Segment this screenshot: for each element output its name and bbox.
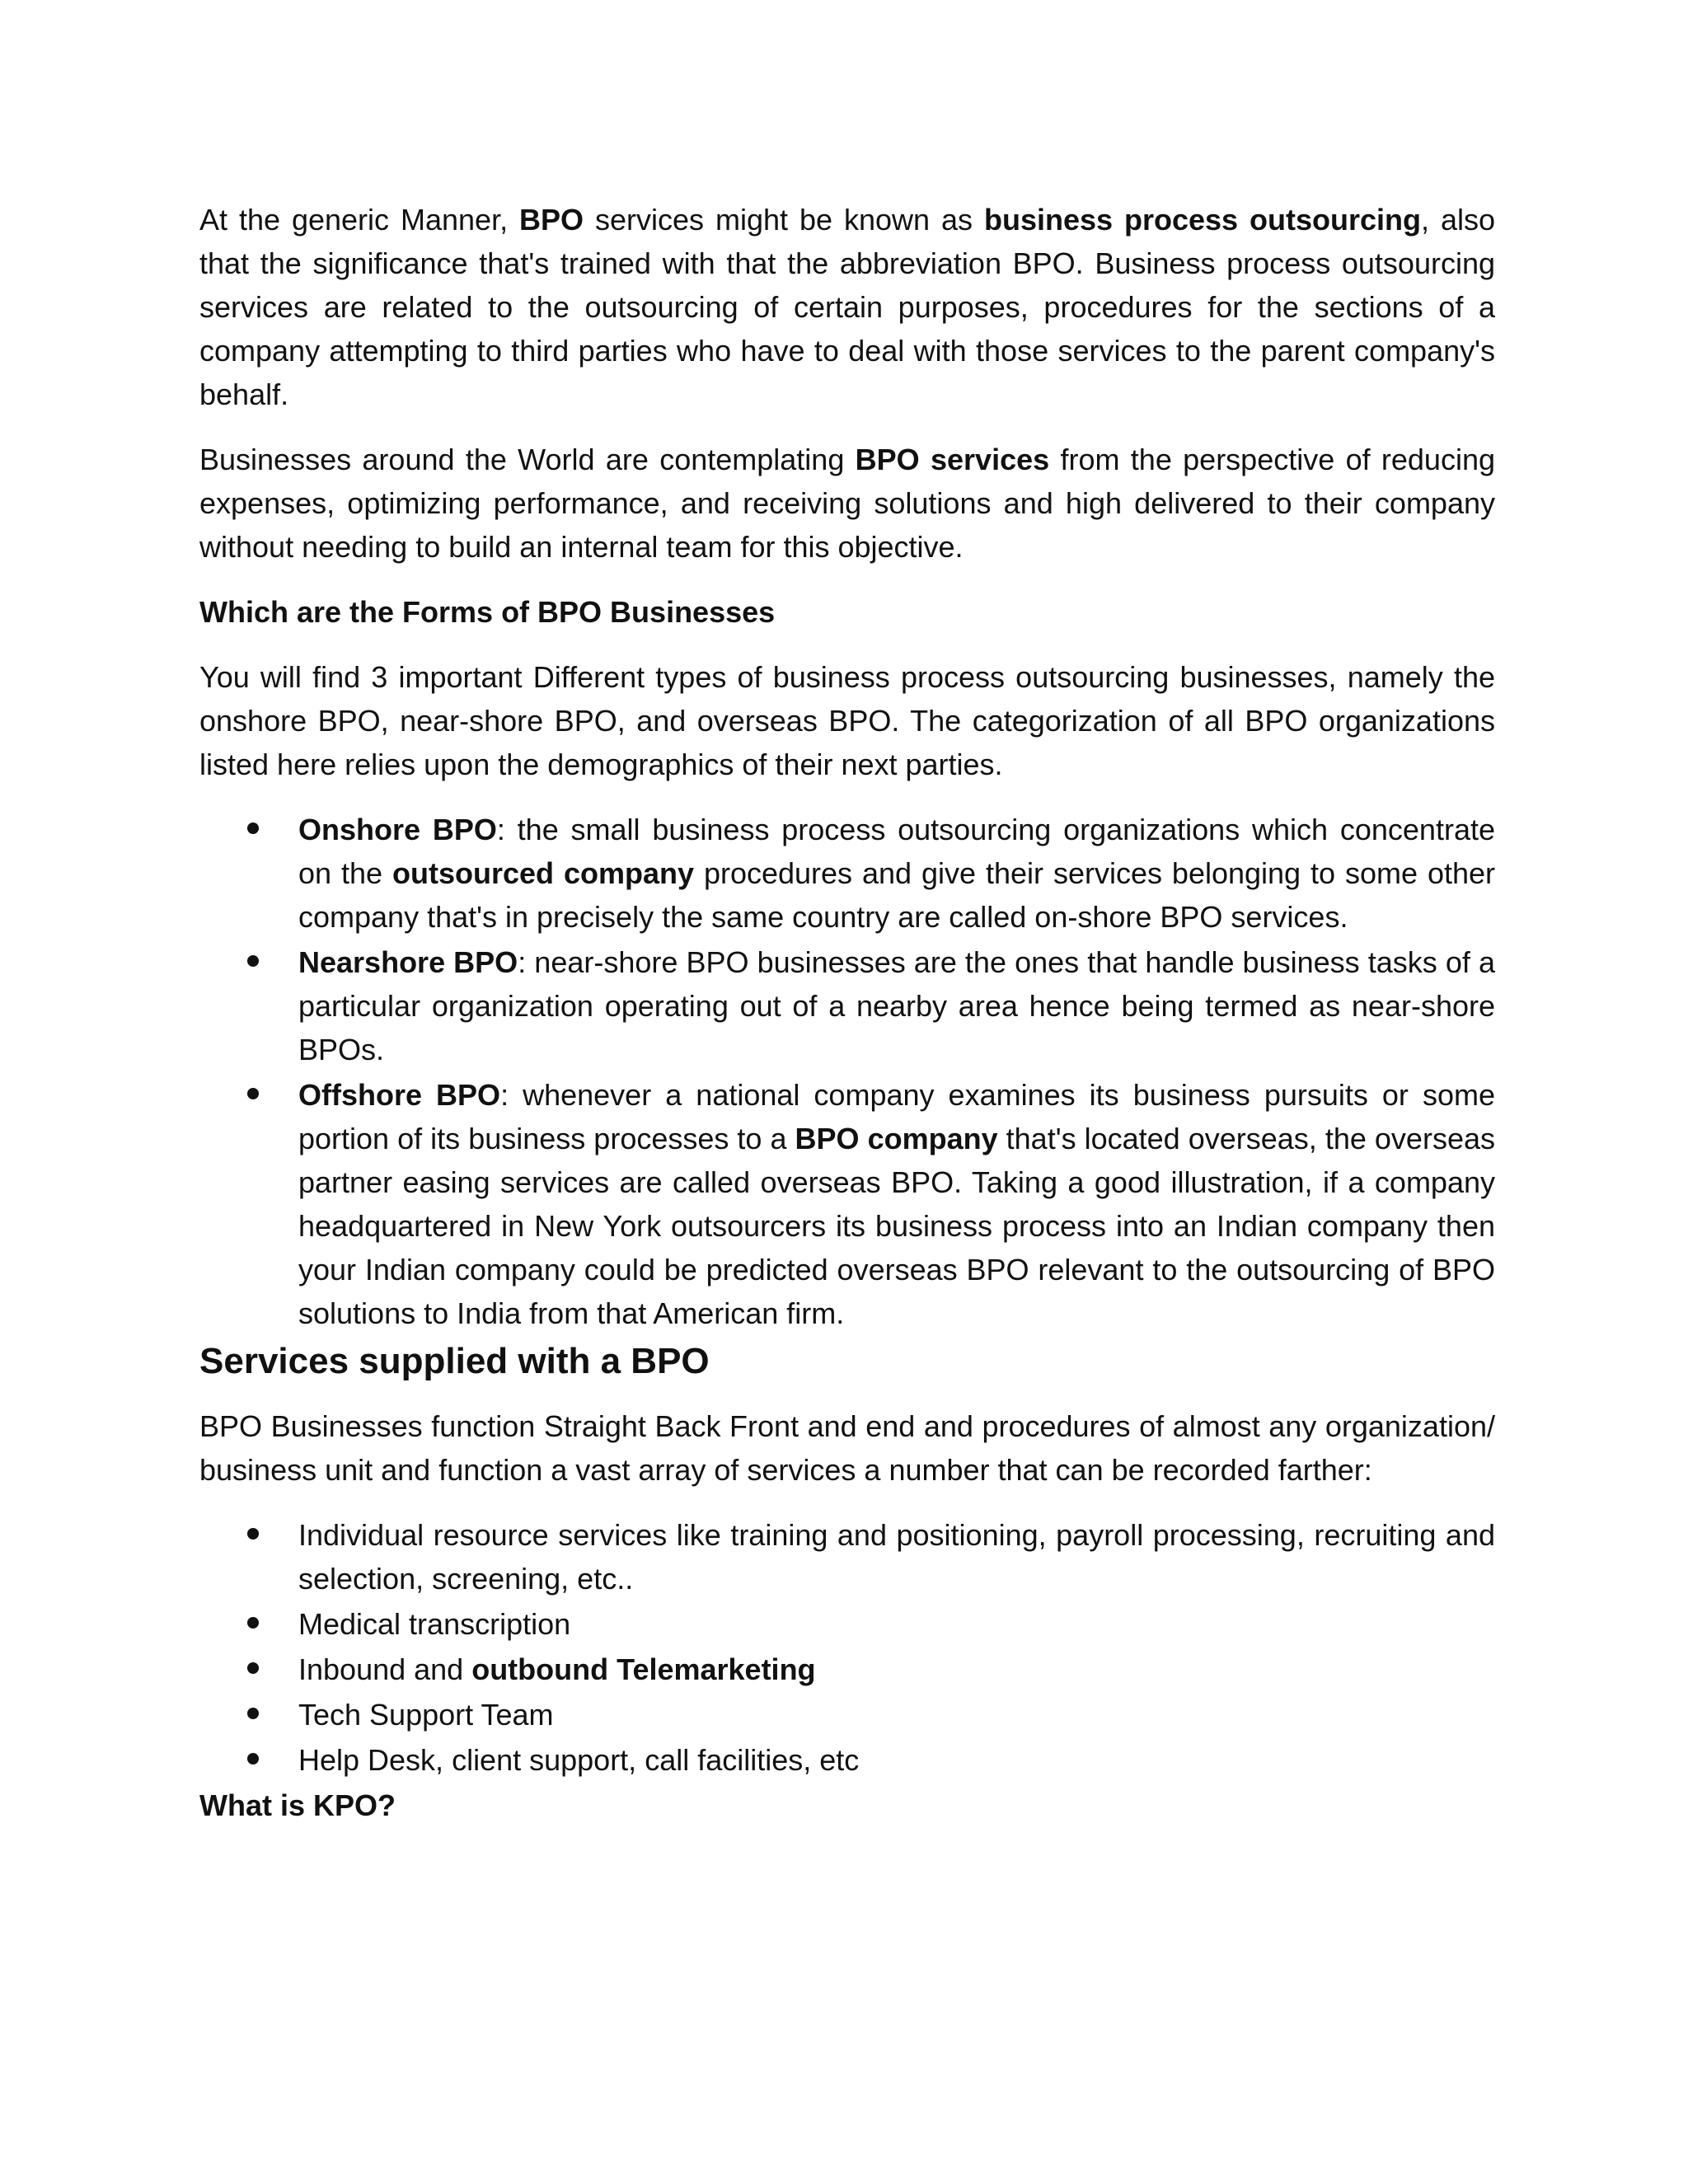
- text: : the small business process outsourcing organizations which concentrate on the: [298, 813, 1495, 890]
- bullet-icon: [247, 823, 259, 834]
- bpo-types-list: [199, 808, 1495, 1335]
- bullet-icon: [247, 1528, 259, 1540]
- bold-text: Offshore BPO: [298, 1078, 501, 1112]
- list-item: [199, 1693, 1495, 1736]
- text: Individual resource services like training and positioning, payroll processing, recruiting and selection, screening, etc..: [298, 1518, 1495, 1596]
- text: procedures and give their services belonging to some other company that's in precisely the same country are called on-shore BPO services.: [298, 856, 1496, 934]
- list-item: [199, 940, 1495, 1071]
- bullet-icon: [247, 1088, 259, 1099]
- text: Businesses around the World are contemplating: [199, 443, 856, 476]
- bold-text: Onshore BPO: [298, 813, 497, 846]
- intro-paragraph: [199, 198, 1495, 416]
- bold-text: BPO: [519, 203, 584, 237]
- text: : near-shore BPO businesses are the ones that handle business tasks of a particular organization operating out of a nearby area hence being termed as near-shore BPOs.: [298, 945, 1495, 1066]
- bullet-icon: [247, 1617, 259, 1629]
- types-paragraph: You will find 3 important Different types of business process outsourcing businesses, namely the onshore BPO, near-shore BPO, and overseas BPO. The categorization of all BPO organizations listed here relies upon the demographics of their next parties.: [199, 660, 1495, 781]
- bold-text: Nearshore BPO: [298, 945, 518, 979]
- text: : whenever a national company examines its business pursuits or some portion of its business processes to a: [298, 1078, 1495, 1155]
- text: Inbound and: [298, 1652, 472, 1686]
- text: Help Desk, client support, call facilities, etc: [298, 1743, 860, 1777]
- list-item: [199, 1647, 1495, 1691]
- text: that's located overseas, the overseas partner easing services are called overseas BPO. Taking a good illustration, if a company headquartered in New York outsourcers its business process into an Indian company then your Indian company could be predicted overseas BPO relevant to the outsourcing of BPO solutions to India from that American firm.: [298, 1122, 1495, 1330]
- bold-text: outsourced company: [392, 856, 694, 890]
- bold-text: BPO services: [855, 443, 1050, 476]
- kpo-heading: What is KPO?: [199, 1788, 396, 1822]
- forms-heading: Which are the Forms of BPO Businesses: [199, 595, 776, 629]
- bold-text: business process outsourcing: [983, 203, 1421, 237]
- services-list: [199, 1513, 1495, 1782]
- bullet-icon: [247, 1662, 259, 1674]
- bullet-icon: [247, 955, 259, 967]
- text: , also that the significance that's trained with that the abbreviation BPO. Business process outsourcing services are related to the outsourcing of certain purposes, procedures for the sections of a company attempting to third parties who have to deal with those services to the parent company's behalf.: [199, 203, 1495, 411]
- services-paragraph: BPO Businesses function Straight Back Front and end and procedures of almost any organization/ business unit and function a vast array of services a number that can be recorded farther:: [199, 1409, 1495, 1487]
- text: Tech Support Team: [298, 1698, 554, 1732]
- document-page: [199, 198, 1495, 1849]
- list-item: [199, 1602, 1495, 1646]
- text: At the generic Manner,: [199, 203, 520, 237]
- list-item: [199, 1073, 1495, 1335]
- list-item: [199, 1738, 1495, 1782]
- businesses-paragraph: [199, 438, 1495, 569]
- services-heading: Services supplied with a BPO: [199, 1341, 710, 1381]
- text: services might be known as: [584, 203, 984, 237]
- text: from the perspective of reducing expenses, optimizing performance, and receiving solutions and high delivered to their company without needing to build an internal team for this objective.: [199, 443, 1495, 564]
- bold-text: outbound Telemarketing: [471, 1652, 816, 1686]
- bullet-icon: [247, 1708, 259, 1719]
- text: Medical transcription: [298, 1607, 571, 1641]
- list-item: [199, 1513, 1495, 1601]
- bullet-icon: [247, 1753, 259, 1765]
- list-item: [199, 808, 1495, 939]
- bold-text: BPO company: [795, 1122, 998, 1155]
